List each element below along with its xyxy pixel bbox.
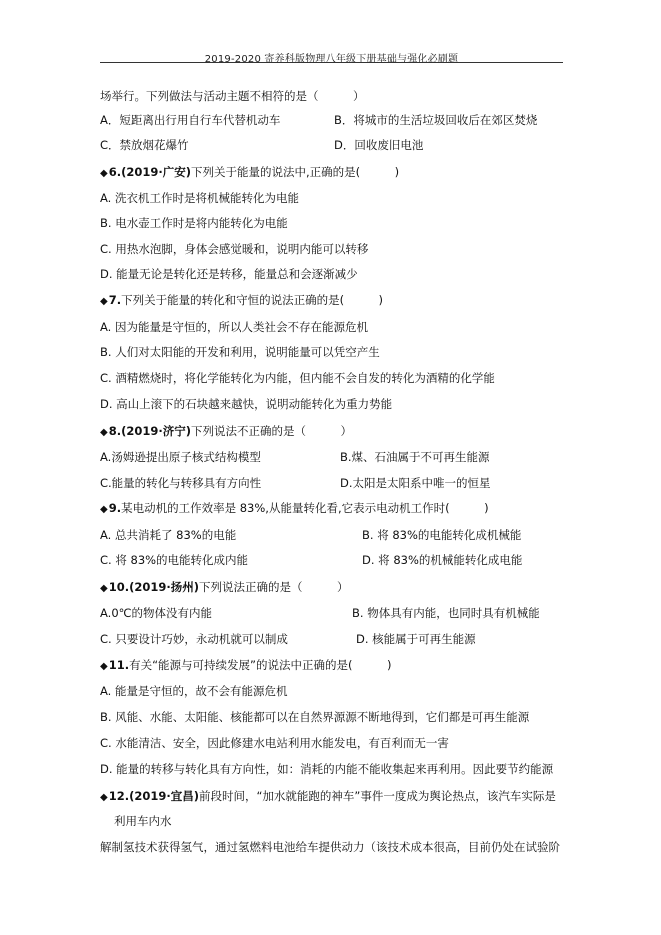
diamond-bullet-icon: ◆: [100, 583, 108, 594]
option-d: D. 高山上滚下的石块越来越快，说明动能转化为重力势能: [100, 397, 393, 411]
question-stem-continued: 利用车内水: [114, 814, 172, 828]
option-d: D. 核能属于可再生能源: [356, 632, 476, 646]
option-b: B. 风能、水能、太阳能、核能都可以在自然界源源不断地得到，它们都是可再生能源: [100, 710, 530, 724]
option-d: D. 能量无论是转化还是转移，能量总和会逐渐减少: [100, 267, 358, 281]
option-c: C. 酒精燃烧时，将化学能转化为内能，但内能不会自发的转化为酒精的化学能: [100, 371, 495, 385]
option-c: C. 将 83%的电能转化成内能: [100, 553, 249, 567]
option-b: B. 电水壶工作时是将内能转化为电能: [100, 216, 288, 230]
question-9: ◆9.某电动机的工作效率是 83%,从能量转化看,它表示电动机工作时( ): [100, 501, 489, 515]
question-stem: 下列说法正确的是（ ）: [198, 580, 349, 594]
diamond-bullet-icon: ◆: [100, 168, 108, 179]
option-c: C.能量的转化与转移具有方向性: [100, 476, 262, 490]
option-a: A. 因为能量是守恒的，所以人类社会不存在能源危机: [100, 320, 368, 334]
option-c: C．禁放烟花爆竹: [100, 138, 189, 152]
option-a: A. 总共消耗了 83%的电能: [100, 528, 237, 542]
question-source: (2019·广安): [121, 165, 191, 179]
question-stem: 前段时间，“加水就能跑的神车”事件一度成为舆论热点，该汽车实际是: [198, 789, 556, 803]
question-12: ◆12.(2019·宜昌)前段时间，“加水就能跑的神车”事件一度成为舆论热点，该汽车实际是: [100, 789, 556, 803]
page-header: 2019-2020 寄养科版物理八年级下册基础与强化必刷题: [204, 54, 459, 65]
diamond-bullet-icon: ◆: [100, 504, 108, 515]
question-source: (2019·济宁): [121, 424, 191, 438]
question-source: (2019·宜昌): [129, 789, 199, 803]
diamond-bullet-icon: ◆: [100, 661, 108, 672]
diamond-bullet-icon: ◆: [100, 427, 108, 438]
diamond-bullet-icon: ◆: [100, 792, 108, 803]
option-b: B. 物体具有内能，也同时具有机械能: [352, 606, 540, 620]
option-a: A. 洗衣机工作时是将机械能转化为电能: [100, 191, 299, 205]
option-a: A.0℃的物体没有内能: [100, 606, 213, 620]
option-a: A. 能量是守恒的，故不会有能源危机: [100, 684, 288, 698]
question-7: ◆7.下列关于能量的转化和守恒的说法正确的是( ): [100, 293, 384, 307]
question-10: ◆10.(2019·扬州)下列说法正确的是（ ）: [100, 580, 349, 594]
option-d: D.太阳是太阳系中唯一的恒星: [340, 476, 491, 490]
question-6: ◆6.(2019·广安)下列关于能量的说法中,正确的是( ): [100, 165, 400, 179]
option-c: C. 水能清洁、安全，因此修建水电站利用水能发电，有百利而无一害: [100, 736, 449, 750]
question-stem: 有关“能源与可持续发展”的说法中正确的是( ): [129, 658, 392, 672]
question-stem: 下列说法不正确的是（ ）: [190, 424, 352, 438]
question-stem: 下列关于能量的转化和守恒的说法正确的是( ): [121, 293, 384, 307]
question-source: (2019·扬州): [129, 580, 199, 594]
question-stem: 某电动机的工作效率是 83%,从能量转化看,它表示电动机工作时( ): [121, 501, 489, 515]
option-a: A．短距离出行用自行车代替机动车: [100, 113, 281, 127]
option-b: B．将城市的生活垃圾回收后在郊区焚烧: [334, 113, 538, 127]
diamond-bullet-icon: ◆: [100, 296, 108, 307]
question-stem-continued: 解制氢技术获得氢气，通过氢燃料电池给车提供动力（该技术成本很高，目前仍处在试验阶: [100, 840, 560, 854]
option-d: D. 能量的转移与转化具有方向性，如：消耗的内能不能收集起来再利用。因此要节约能源: [100, 762, 554, 776]
option-c: C. 只要设计巧妙，永动机就可以制成: [100, 632, 288, 646]
option-b: B. 人们对太阳能的开发和利用，说明能量可以凭空产生: [100, 345, 380, 359]
option-c: C. 用热水泡脚，身体会感觉暖和，说明内能可以转移: [100, 242, 369, 256]
option-a: A.汤姆逊提出原子核式结构模型: [100, 450, 261, 464]
option-d: D. 将 83%的机械能转化成电能: [362, 553, 523, 567]
question-8: ◆8.(2019·济宁)下列说法不正确的是（ ）: [100, 424, 352, 438]
question-11: ◆11.有关“能源与可持续发展”的说法中正确的是( ): [100, 658, 392, 672]
option-b: B.煤、石油属于不可再生能源: [340, 450, 490, 464]
header-rule: [100, 62, 563, 63]
option-d: D．回收废旧电池: [334, 138, 424, 152]
option-b: B. 将 83%的电能转化成机械能: [362, 528, 522, 542]
question-continuation: 场举行。下列做法与活动主题不相符的是（ ）: [100, 89, 365, 103]
question-stem: 下列关于能量的说法中,正确的是( ): [190, 165, 400, 179]
